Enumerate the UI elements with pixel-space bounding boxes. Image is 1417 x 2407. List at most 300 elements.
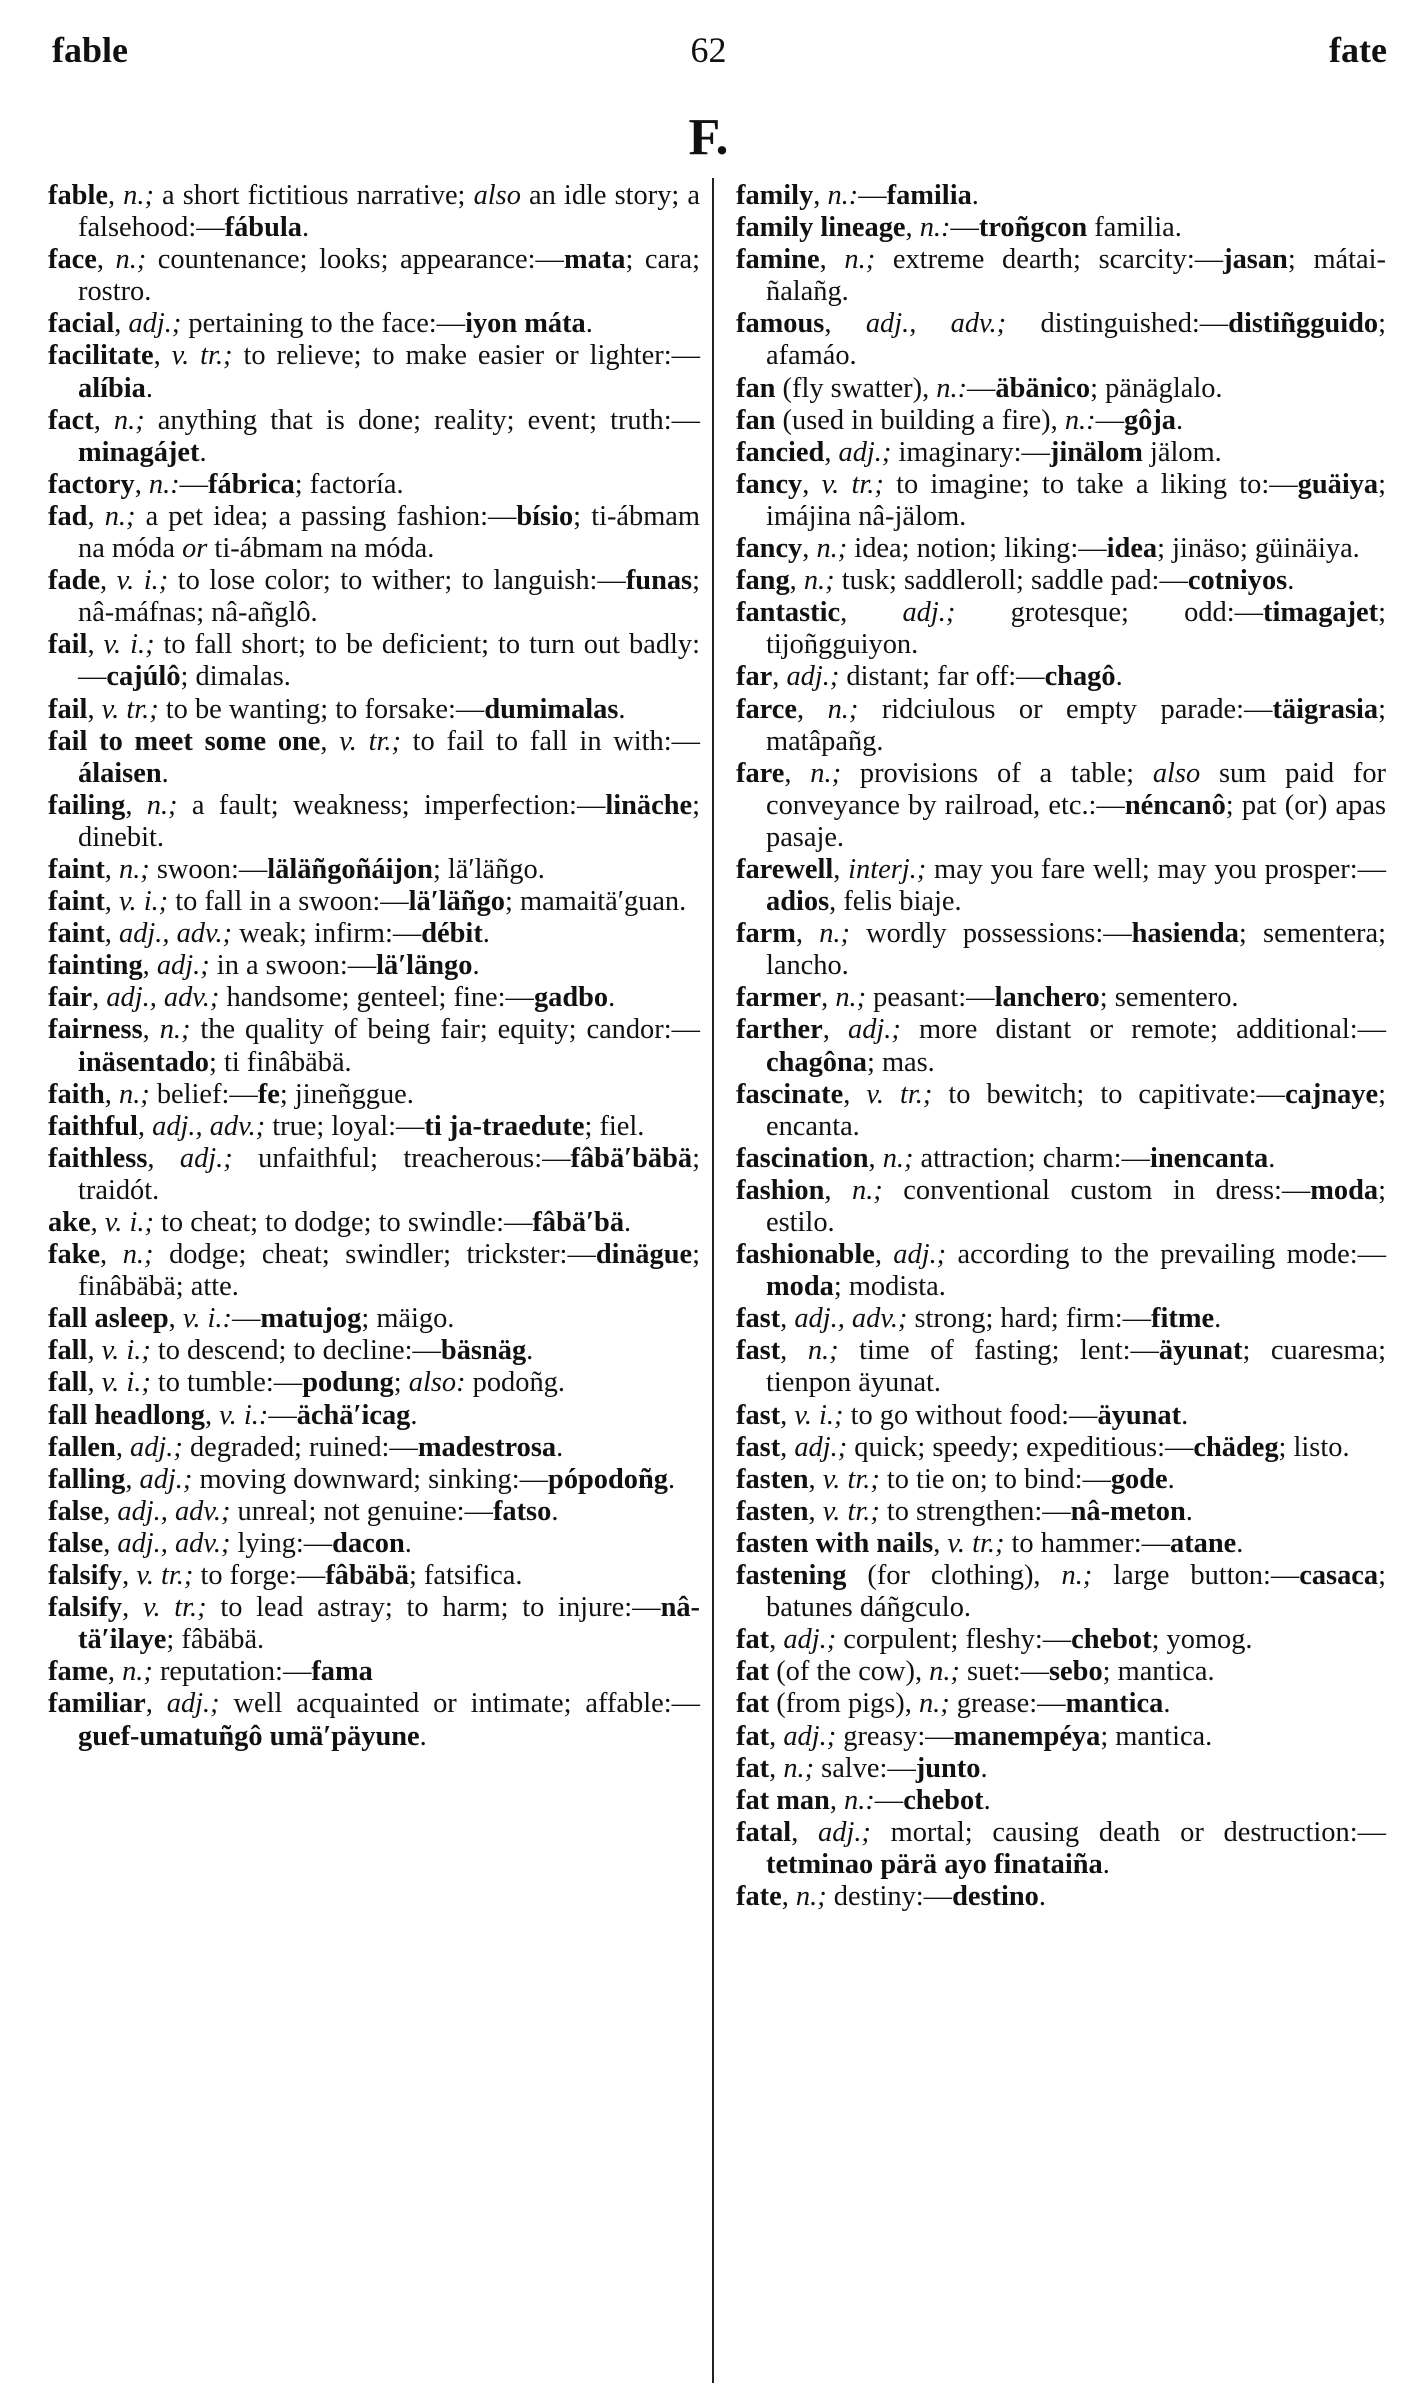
entry-bold-term: falling <box>48 1463 126 1495</box>
entry-text: to strengthen:— <box>879 1495 1071 1527</box>
entry-bold-term: alíbia <box>78 372 146 404</box>
entry-text: , <box>840 597 903 629</box>
entry-text: . <box>980 1752 988 1784</box>
entry-grammar-label: n.; <box>783 1752 815 1784</box>
entry-text: , <box>791 1816 819 1848</box>
entry-bold-term: funas <box>625 565 693 597</box>
entry-bold-term: fame <box>48 1656 108 1688</box>
entry-text: strong; hard; firm:— <box>907 1303 1152 1335</box>
entry-text: . <box>1214 1303 1222 1335</box>
entry-text: , <box>87 500 105 532</box>
entry-grammar-label: n.; <box>122 1239 154 1271</box>
entry-bold-term: fade <box>48 565 101 597</box>
entry-text: belief:— <box>149 1078 258 1110</box>
entry-text: attraction; charm:— <box>913 1142 1150 1174</box>
entry-bold-term: familiar <box>48 1688 146 1720</box>
entry-text: conventional custom in dress:— <box>882 1174 1311 1206</box>
entry-text: large button:— <box>1092 1560 1300 1592</box>
entry-text: , <box>87 693 102 725</box>
entry-bold-term: tetminao pärä ayo finataiña <box>766 1848 1103 1880</box>
entry-bold-term: álaisen <box>78 757 162 789</box>
entry-text: , <box>168 1303 183 1335</box>
entry-bold-term: fad <box>48 500 88 532</box>
entry-grammar-label: adj.; <box>783 1720 837 1752</box>
entry-grammar-label: interj.; <box>848 853 927 885</box>
entry-bold-term: jasan <box>1223 244 1288 276</box>
entry-text: jälom. <box>1142 436 1222 468</box>
dictionary-entry <box>48 244 700 308</box>
entry-text: , <box>822 1014 848 1046</box>
entry-bold-term: timagajet <box>1263 597 1379 629</box>
dictionary-entry <box>48 854 700 886</box>
entry-bold-term: false <box>48 1527 104 1559</box>
entry-text: , <box>107 1656 123 1688</box>
dictionary-entry <box>736 1656 1386 1688</box>
entry-text: . <box>1181 1399 1189 1431</box>
entry-bold-term: falsify <box>48 1592 123 1624</box>
entry-text: ; mantica. <box>1100 1720 1213 1752</box>
entry-bold-term: äyunat <box>1158 1335 1243 1367</box>
left-column <box>48 180 700 1753</box>
entry-text: , <box>93 404 114 436</box>
dictionary-entry <box>48 694 700 726</box>
entry-bold-term: faith <box>48 1078 105 1110</box>
entry-bold-term: lä′längo <box>376 950 473 982</box>
dictionary-entry <box>48 1464 700 1496</box>
dictionary-entry <box>48 340 700 404</box>
entry-grammar-label: n.; <box>882 1142 914 1174</box>
entry-bold-term: bísio <box>516 500 574 532</box>
entry-bold-term: fainting <box>48 950 143 982</box>
entry-text: (of the cow), <box>769 1656 930 1688</box>
entry-text: distinguished:— <box>1006 308 1229 340</box>
entry-bold-term: fan <box>736 404 776 436</box>
entry-grammar-label: v. i.; <box>101 1335 151 1367</box>
entry-text: to imagine; to take a liking to:— <box>883 468 1298 500</box>
entry-text: . <box>526 1335 534 1367</box>
entry-text: , <box>802 533 817 565</box>
entry-bold-term: gôja <box>1123 404 1176 436</box>
entry-bold-term: fashionable <box>736 1239 875 1271</box>
entry-bold-term: guef-umatuñgô umä′päyune <box>78 1720 420 1752</box>
column-divider <box>712 178 714 2383</box>
entry-grammar-label: adj.; <box>128 308 182 340</box>
entry-bold-term: farewell <box>736 853 834 885</box>
entry-text: , <box>780 1335 808 1367</box>
entry-bold-term: fairness <box>48 1014 143 1046</box>
entry-text: ; fatsifica. <box>408 1560 523 1592</box>
entry-text: ; pänäglalo. <box>1090 372 1223 404</box>
entry-grammar-label: adj.; <box>130 1431 183 1463</box>
entry-text: — <box>179 468 209 500</box>
entry-bold-term: minagájet <box>78 436 200 468</box>
entry-text: (for clothing), <box>846 1560 1062 1592</box>
entry-bold-term: fancy <box>736 533 803 565</box>
page-number: 62 <box>690 30 727 70</box>
entry-bold-term: guäiya <box>1297 468 1379 500</box>
entry-text: , <box>104 918 119 950</box>
entry-bold-term: fábula <box>224 212 302 244</box>
entry-bold-term: fake <box>48 1239 101 1271</box>
entry-text: . <box>199 436 207 468</box>
entry-text: , <box>824 436 839 468</box>
entry-text: to bewitch; to capitivate:— <box>932 1078 1286 1110</box>
entry-text: may you fare well; may you prosper:— <box>926 853 1386 885</box>
entry-text: ; cara; rostro. <box>78 244 700 308</box>
entry-bold-term: fast <box>736 1399 781 1431</box>
right-column <box>736 180 1386 1913</box>
entry-text: , <box>808 1463 823 1495</box>
entry-text: . <box>608 982 616 1014</box>
entry-text: , <box>100 1239 123 1271</box>
entry-grammar-label: n.; <box>146 789 178 821</box>
entry-text: anything that is done; reality; event; truth:— <box>144 404 700 436</box>
entry-grammar-label: v. tr.; <box>142 1592 207 1624</box>
entry-text: (fly swatter), <box>775 372 937 404</box>
entry-text: , <box>780 1431 795 1463</box>
entry-text: to tumble:— <box>150 1367 303 1399</box>
entry-text: peasant:— <box>866 982 995 1014</box>
entry-text: corpulent; fleshy:— <box>836 1624 1072 1656</box>
entry-bold-term: fascination <box>736 1142 869 1174</box>
dictionary-entry <box>736 1400 1386 1432</box>
entry-bold-term: chebot <box>903 1784 984 1816</box>
entry-text: , <box>905 212 920 244</box>
entry-grammar-label: n.; <box>119 853 150 885</box>
dictionary-entry <box>736 854 1386 918</box>
dictionary-entry <box>736 308 1386 372</box>
entry-text: ; dinebit. <box>78 789 700 853</box>
entry-text: to descend; to decline:— <box>150 1335 441 1367</box>
entry-text: provisions of a table; <box>841 757 1153 789</box>
entry-text: in a swoon:— <box>209 950 377 982</box>
entry-text: , <box>125 789 147 821</box>
dictionary-entry <box>736 437 1386 469</box>
entry-grammar-label: adj.; <box>893 1239 947 1271</box>
entry-grammar-label: adj.; <box>786 661 840 693</box>
entry-grammar-label: v. tr.; <box>339 725 401 757</box>
entry-bold-term: dinägue <box>595 1239 693 1271</box>
entry-grammar-label: n.; <box>113 404 145 436</box>
entry-text: — <box>232 1303 261 1335</box>
entry-text: ; modista. <box>833 1271 946 1303</box>
entry-grammar-label: adj.; <box>156 950 210 982</box>
entry-text: a short fictitious narrative; <box>153 180 474 211</box>
entry-grammar-label: v. i.: <box>219 1399 269 1431</box>
entry-text: well acquainted or intimate; affable:— <box>219 1688 700 1720</box>
entry-text: . <box>1236 1527 1244 1559</box>
dictionary-entry <box>48 1014 700 1078</box>
entry-text: idea; notion; liking:— <box>847 533 1107 565</box>
entry-grammar-label: v. tr.; <box>866 1078 933 1110</box>
entry-text: ; listo. <box>1278 1431 1350 1463</box>
entry-grammar-label: v. tr.; <box>947 1527 1005 1559</box>
entry-bold-term: farther <box>736 1014 823 1046</box>
entry-text: grotesque; odd:— <box>955 597 1264 629</box>
dictionary-entry <box>48 629 700 693</box>
entry-bold-term: failing <box>48 789 126 821</box>
dictionary-entry <box>736 1303 1386 1335</box>
entry-bold-term: face <box>48 244 97 276</box>
entry-bold-term: moda <box>1310 1174 1379 1206</box>
entry-text: ; estilo. <box>766 1174 1386 1238</box>
entry-grammar-label: v. i.; <box>101 1367 151 1399</box>
entry-text: . <box>971 180 979 211</box>
entry-grammar-label: n.: <box>148 468 180 500</box>
entry-bold-term: faint <box>48 853 105 885</box>
entry-grammar-label: n.; <box>844 244 876 276</box>
dictionary-entry <box>736 1753 1386 1785</box>
dictionary-entry <box>736 758 1386 854</box>
entry-text: — <box>858 180 887 211</box>
entry-bold-term: fitme <box>1151 1303 1215 1335</box>
entry-grammar-label: adj.; <box>848 1014 901 1046</box>
entry-text: , <box>142 950 157 982</box>
entry-text: . <box>585 308 593 340</box>
entry-bold-term: madestrosa <box>417 1431 557 1463</box>
entry-text: destiny:— <box>826 1880 953 1912</box>
entry-text: handsome; genteel; fine:— <box>219 982 534 1014</box>
entry-bold-term: farce <box>736 693 797 725</box>
entry-grammar-label: adj.; <box>166 1688 220 1720</box>
entry-bold-term: facilitate <box>48 340 154 372</box>
entry-text: suet:— <box>959 1656 1049 1688</box>
entry-bold-term: faithless <box>48 1142 148 1174</box>
entry-bold-term: nâ-tä′ilaye <box>78 1592 701 1656</box>
dictionary-entry <box>736 373 1386 405</box>
entry-grammar-label: adj., adv.; <box>794 1303 908 1335</box>
entry-text: , <box>769 1624 784 1656</box>
dictionary-entry <box>736 405 1386 437</box>
entry-text: , <box>147 1142 180 1174</box>
entry-text: . <box>1185 1495 1193 1527</box>
entry-bold-term: fable <box>48 180 108 211</box>
entry-bold-term: fall <box>48 1367 88 1399</box>
dictionary-entry <box>48 886 700 918</box>
entry-text: imaginary:— <box>891 436 1050 468</box>
entry-bold-term: fate <box>736 1880 782 1912</box>
entry-bold-term: äyunat <box>1097 1399 1182 1431</box>
entry-grammar-label: adj.; <box>179 1142 233 1174</box>
entry-text: ; mátai-ñalañg. <box>766 244 1386 308</box>
entry-text: podoñg. <box>465 1367 565 1399</box>
entry-grammar-label: n.; <box>807 1335 839 1367</box>
entry-text: , <box>843 1078 867 1110</box>
entry-grammar-label: n.: <box>936 372 968 404</box>
entry-grammar-label: n.; <box>819 918 850 950</box>
entry-text: to relieve; to make easier or lighter:— <box>232 340 700 372</box>
entry-text: — <box>874 1784 904 1816</box>
entry-bold-term: ake <box>48 1207 91 1238</box>
entry-bold-term: facial <box>48 308 115 340</box>
dictionary-entry <box>48 790 700 854</box>
entry-text: ; ti finâbäbä. <box>208 1046 352 1078</box>
entry-text: , <box>772 661 787 693</box>
entry-grammar-label: v. tr.; <box>136 1560 194 1592</box>
entry-grammar-label: adj., adv.; <box>865 308 1007 340</box>
entry-bold-term: chebot <box>1071 1624 1152 1656</box>
entry-bold-term: farmer <box>736 982 822 1014</box>
entry-bold-term: adios <box>766 886 830 918</box>
dictionary-entry <box>48 1303 700 1335</box>
entry-bold-term: faithful <box>48 1110 138 1142</box>
entry-bold-term: distiñgguido <box>1228 308 1379 340</box>
entry-bold-term: fastening <box>736 1560 847 1592</box>
entry-text: to cheat; to dodge; to swindle:— <box>153 1207 533 1238</box>
entry-text: , <box>125 1463 140 1495</box>
entry-text: , <box>122 1592 143 1624</box>
entry-text: grease:— <box>949 1688 1066 1720</box>
dictionary-entry <box>736 212 1386 244</box>
entry-bold-term: fancied <box>736 436 825 468</box>
entry-text: ; mamaitä′guan. <box>505 886 687 918</box>
entry-text: salve:— <box>814 1752 916 1784</box>
entry-text: to fail to fall in with:— <box>400 725 700 757</box>
entry-text: more distant or remote; additional:— <box>900 1014 1386 1046</box>
dictionary-entry <box>736 661 1386 693</box>
entry-text: ; mas. <box>866 1046 935 1078</box>
entry-grammar-label: n.; <box>827 693 859 725</box>
entry-grammar-label: adj., adv.; <box>119 918 233 950</box>
entry-bold-term: fast <box>736 1431 781 1463</box>
entry-text: . <box>145 372 153 404</box>
entry-grammar-label: adj., adv.; <box>117 1495 231 1527</box>
entry-text: , <box>821 982 836 1014</box>
entry-bold-term: fashion <box>736 1174 825 1206</box>
dictionary-entry <box>48 469 700 501</box>
entry-text: , <box>153 340 172 372</box>
entry-grammar-label: v. tr.; <box>822 1463 880 1495</box>
entry-text: greasy:— <box>836 1720 954 1752</box>
entry-bold-term: hasienda <box>1131 918 1239 950</box>
entry-bold-term: far <box>736 661 773 693</box>
entry-grammar-label: n.: <box>827 180 859 211</box>
entry-text: , <box>824 1174 853 1206</box>
entry-text: ; mäigo. <box>361 1303 455 1335</box>
entry-text: , <box>802 468 822 500</box>
entry-grammar-label: v. i.; <box>104 1207 154 1238</box>
entry-bold-term: famine <box>736 244 820 276</box>
entry-bold-term: fall asleep <box>48 1303 169 1335</box>
entry-text: to tie on; to bind:— <box>879 1463 1111 1495</box>
entry-text: , <box>87 1367 102 1399</box>
entry-bold-term: fan <box>736 372 776 404</box>
entry-text: , <box>96 244 116 276</box>
entry-bold-term: fall headlong <box>48 1399 205 1431</box>
entry-text: to fall short; to be deficient; to turn out badly:— <box>78 629 700 693</box>
entry-bold-term: cotniyos <box>1187 565 1288 597</box>
entry-bold-term: mantica <box>1065 1688 1164 1720</box>
entry-bold-term: chagôna <box>766 1046 867 1078</box>
entry-text: ridciulous or empty parade:— <box>858 693 1273 725</box>
entry-text: — <box>268 1399 297 1431</box>
dictionary-entry <box>48 1207 700 1239</box>
entry-bold-term: chagô <box>1044 661 1116 693</box>
entry-text: . <box>410 1399 418 1431</box>
dictionary-entry <box>736 565 1386 597</box>
entry-grammar-label: n.: <box>844 1784 875 1816</box>
dictionary-entry <box>736 694 1386 758</box>
entry-text: pertaining to the face:— <box>181 308 466 340</box>
entry-grammar-label: adj.; <box>838 436 892 468</box>
entry-bold-term: lä′läñgo <box>408 886 505 918</box>
entry-grammar-label: v. i.; <box>116 565 169 597</box>
entry-text: ; dimalas. <box>180 661 291 693</box>
entry-text: an idle story; a falsehood:— <box>78 180 701 244</box>
entry-text: . <box>472 950 480 982</box>
entry-text: , <box>134 468 149 500</box>
entry-text: . <box>1268 1142 1276 1174</box>
entry-text: , <box>104 853 119 885</box>
entry-grammar-label: n.; <box>122 1656 153 1688</box>
dictionary-entry <box>48 982 700 1014</box>
entry-bold-term: fat <box>736 1720 770 1752</box>
entry-text: . <box>301 212 310 244</box>
dictionary-entry <box>736 597 1386 661</box>
dictionary-entry <box>48 565 700 629</box>
entry-text: . <box>1102 1848 1110 1880</box>
entry-grammar-label: adj., adv.; <box>106 982 220 1014</box>
entry-bold-term: fat <box>736 1656 770 1688</box>
entry-text: ti-ábmam na móda. <box>207 533 435 565</box>
entry-grammar-label: adj.; <box>902 597 956 629</box>
entry-bold-term: fasten with nails <box>736 1527 934 1559</box>
entry-bold-term: fang <box>736 565 790 597</box>
entry-text: , <box>104 886 119 918</box>
entry-bold-term: matujog <box>260 1303 362 1335</box>
entry-bold-term: atane <box>1170 1527 1237 1559</box>
entry-text: , <box>795 918 820 950</box>
dictionary-entry <box>736 1464 1386 1496</box>
entry-text: . <box>1115 661 1123 693</box>
entry-bold-term: fatso <box>492 1495 552 1527</box>
entry-bold-term: fancy <box>736 468 803 500</box>
entry-grammar-label: also: <box>408 1367 466 1399</box>
entry-bold-term: linäche <box>605 789 693 821</box>
entry-grammar-label: n.; <box>115 244 147 276</box>
entry-bold-term: troñgcon <box>978 212 1088 244</box>
entry-bold-term: gode <box>1110 1463 1168 1495</box>
entry-grammar-label: v. i.; <box>794 1399 844 1431</box>
entry-grammar-label: n.; <box>159 1014 191 1046</box>
entry-text: ; matâpañg. <box>766 693 1386 757</box>
entry-text: , <box>829 1784 845 1816</box>
entry-bold-term: néncanô <box>1124 789 1226 821</box>
entry-text: . <box>1167 1463 1175 1495</box>
entry-text: ; traidót. <box>78 1142 700 1206</box>
entry-text: ; fiel. <box>584 1110 645 1142</box>
entry-text: , <box>780 1303 795 1335</box>
entry-text: according to the prevailing mode:— <box>946 1239 1387 1271</box>
dictionary-entry <box>48 1367 700 1399</box>
entry-text: time of fasting; lent:— <box>838 1335 1159 1367</box>
entry-text: , <box>115 1431 131 1463</box>
entry-bold-term: jinälom <box>1049 436 1143 468</box>
entry-bold-term: fail <box>48 629 88 661</box>
entry-text: , <box>769 1720 784 1752</box>
entry-text: . <box>618 693 626 725</box>
entry-text: , <box>114 308 129 340</box>
entry-text: ; jineñggue. <box>279 1078 414 1110</box>
entry-text: a pet idea; a passing fashion:— <box>135 500 517 532</box>
entry-text: ; fâbäbä. <box>166 1624 265 1656</box>
dictionary-entry <box>48 180 700 244</box>
entry-text: , <box>824 308 866 340</box>
entry-bold-term: factory <box>48 468 135 500</box>
entry-grammar-label: or <box>182 533 208 565</box>
dictionary-entry <box>48 950 700 982</box>
entry-bold-term: junto <box>915 1752 981 1784</box>
